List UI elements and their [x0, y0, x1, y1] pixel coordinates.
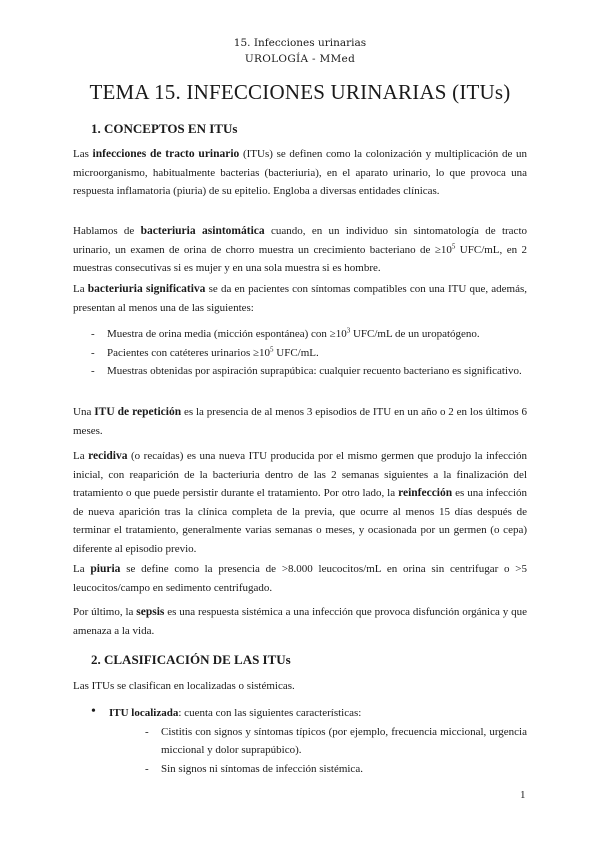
text: Cistitis con signos y síntomas típicos (por ejemplo, frecuencia miccional, urgencia miccional y dolor suprapúbico).	[161, 725, 527, 757]
list-item	[91, 344, 527, 363]
text: UFC/mL, en 2 muestras consecutivas si es mujer y en una sola muestra si es hombre.	[73, 243, 527, 275]
page-number: 1	[520, 789, 526, 801]
list-item-itu-localizada	[91, 704, 527, 778]
text: : cuenta con las siguientes características:	[178, 707, 362, 719]
term-itu-localizada: ITU localizada	[109, 707, 179, 719]
paragraph-clasificacion-intro: Las ITUs se clasifican en localizadas o sistémicas.	[73, 680, 295, 692]
paragraph-sepsis	[73, 603, 527, 640]
running-header-chapter: 15. Infecciones urinarias	[233, 37, 367, 49]
term-itu-repeticion: ITU de repetición	[94, 406, 182, 418]
dash-marker: -	[145, 762, 149, 775]
classification-list	[91, 704, 527, 778]
text: (o recaídas) es una nueva ITU producida por el mismo germen que produjo la infección inicial, con reaparición de la bacteriuria dentro de las 2 semanas siguientes a la finalización del tratamiento o que puede persistir durante el tratamiento. Por otro lado, la	[73, 450, 527, 500]
paragraph-recidiva-reinfeccion	[73, 447, 527, 559]
running-header-subject: UROLOGÍA - MMed	[244, 53, 356, 65]
term-piuria: piuria	[90, 563, 121, 575]
superscript: 5	[270, 344, 274, 353]
dash-marker: -	[91, 346, 95, 359]
dash-marker: -	[91, 328, 95, 340]
dash-marker: -	[145, 725, 149, 738]
text: es una respuesta sistémica a una infección que provoca disfunción orgánica y que amenaza a la vida.	[73, 606, 527, 637]
list-item	[145, 723, 527, 760]
document-title: TEMA 15. INFECCIONES URINARIAS (ITUs)	[89, 80, 511, 104]
text: Pacientes con catéteres urinarios ≥10	[107, 346, 271, 359]
text: cuando, en un individuo sin sintomatología de tracto urinario, un examen de orina de chorro muestra un crecimiento bacteriano de ≥10	[73, 225, 527, 256]
text: La	[73, 450, 89, 462]
text: es la presencia de al menos 3 episodios de ITU en un año o 2 en los últimos 6 meses.	[73, 406, 527, 437]
text: Por último, la	[73, 606, 137, 618]
paragraph-itu-repeticion	[73, 403, 527, 440]
term-sepsis: sepsis	[136, 606, 165, 618]
sub-list	[109, 723, 527, 779]
paragraph-itu-definition	[73, 145, 527, 201]
bullet-marker: •	[91, 704, 96, 719]
term-infecciones: infecciones de tracto urinario	[92, 148, 240, 160]
section-heading-clasificacion: 2. CLASIFICACIÓN DE LAS ITUs	[91, 652, 291, 667]
list-item	[145, 760, 527, 779]
superscript: 3	[346, 326, 351, 335]
text: Las	[73, 148, 93, 160]
superscript: 5	[451, 241, 456, 250]
criteria-list	[91, 325, 527, 381]
text: Una	[73, 406, 95, 418]
dash-marker: -	[91, 365, 95, 378]
text: UFC/mL de un uropatógeno.	[350, 328, 480, 340]
text: se da en pacientes con síntomas compatibles con una ITU que, además, presentan al menos una de las siguientes:	[73, 283, 527, 314]
term-recidiva: recidiva	[88, 450, 128, 462]
paragraph-bacteriuria-significativa	[73, 280, 527, 317]
text: Muestra de orina media (micción espontánea) con ≥10	[107, 328, 347, 340]
term-bacteriuria-significativa: bacteriuria significativa	[87, 283, 206, 295]
text: UFC/mL.	[273, 346, 319, 359]
text: La	[73, 283, 88, 295]
text: Sin signos ni síntomas de infección sistémica.	[161, 762, 363, 775]
text: La	[73, 563, 91, 575]
term-reinfeccion: reinfección	[398, 487, 453, 500]
paragraph-piuria	[73, 560, 527, 597]
text: es una infección de nueva aparición tras la clínica completa de la previa, que ocurre al menos 15 días después de terminar el tratamiento, generalmente varias semanas o meses, y ocasionada por un germen (o cepa) diferente al episodio previo.	[73, 487, 527, 555]
list-item	[91, 325, 527, 344]
section-heading-conceptos: 1. CONCEPTOS EN ITUs	[91, 121, 238, 136]
text: Hablamos de	[73, 225, 141, 237]
text: (ITUs) se definen como la colonización y multiplicación de un microorganismo, habitualmente bacterias (bacteriuria), en el aparato urinario, lo que provoca una respuesta inflamatoria (piuria) de su epitelio. Engloba a diversas entidades clínicas.	[73, 148, 527, 198]
paragraph-bacteriuria-asintomatica	[73, 222, 527, 278]
text: se define como la presencia de >8.000 leucocitos/mL en orina sin centrifugar o >5 leucocitos/campo en sedimento centrifugado.	[73, 563, 527, 594]
list-item	[91, 362, 527, 381]
term-bacteriuria-asintomatica: bacteriuria asintomática	[140, 225, 265, 237]
text: Muestras obtenidas por aspiración suprapúbica: cualquier recuento bacteriano es significativo.	[107, 365, 522, 378]
